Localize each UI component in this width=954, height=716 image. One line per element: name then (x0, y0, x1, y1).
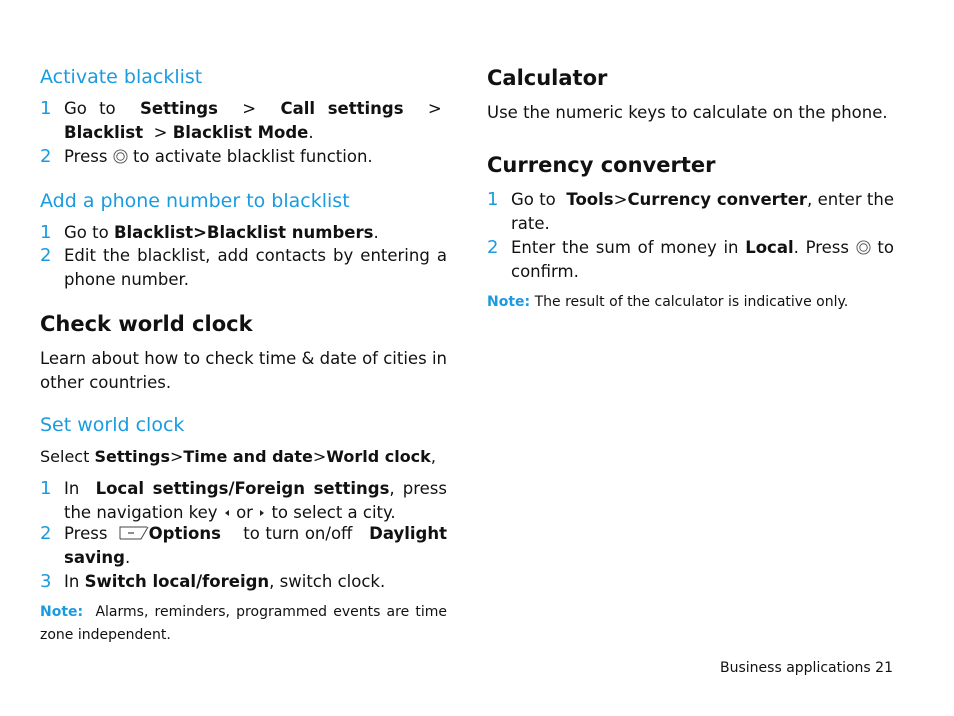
world-clock-note (40, 601, 447, 647)
set-world-clock-select: Select Settings>Time and date>World clock, (40, 447, 436, 466)
step-number: 2 (40, 523, 52, 544)
activate-blacklist-heading: Activate blacklist (40, 66, 203, 88)
step-text: Press to activate blacklist function. (64, 147, 373, 166)
step-number: 2 (487, 237, 499, 258)
set-step-3 (40, 570, 447, 594)
currency-converter-heading: Currency converter (487, 153, 716, 177)
set-step-1 (40, 477, 447, 525)
note-label: Note: (487, 294, 531, 310)
step-text: Edit the blacklist, add contacts by entering a phone number. (64, 246, 447, 289)
note-label: Note: (40, 604, 84, 620)
calculator-heading: Calculator (487, 66, 608, 90)
step-number: 1 (40, 98, 52, 119)
step-text: Press Options to turn on/off Daylight saving. (64, 524, 448, 567)
currency-step-2 (487, 236, 894, 284)
add-number-heading: Add a phone number to blacklist (40, 190, 350, 212)
currency-note (487, 291, 894, 314)
ok-key-icon (856, 240, 871, 255)
nav-right-icon (258, 508, 266, 518)
step-text: Go to Tools>Currency converter, enter the rate. (511, 190, 894, 233)
step-number: 1 (487, 189, 499, 210)
step-text: Enter the sum of money in Local. Press to confirm. (511, 238, 894, 281)
step-number: 2 (40, 146, 52, 167)
ok-key-icon (113, 149, 128, 164)
page-footer: Business applications 21 (720, 660, 893, 676)
step-text: In Switch local/foreign, switch clock. (64, 572, 386, 591)
step-number: 1 (40, 222, 52, 243)
add-step-1 (40, 221, 447, 245)
step-number: 3 (40, 571, 52, 592)
currency-step-1 (487, 188, 894, 236)
add-step-2 (40, 244, 447, 292)
step-number: 2 (40, 245, 52, 266)
world-clock-heading: Check world clock (40, 312, 253, 336)
calculator-text: Use the numeric keys to calculate on the phone. (487, 103, 888, 122)
world-clock-intro: Learn about how to check time & date of cities in other countries. (40, 349, 447, 392)
left-softkey-icon (119, 526, 149, 540)
step-text: In Local settings/Foreign settings, press the navigation key or to select a city. (64, 479, 447, 522)
step-text: Go to Settings > Call settings > Blacklist > Blacklist Mode. (64, 99, 442, 142)
step-text: Go to Blacklist>Blacklist numbers. (64, 223, 379, 242)
activate-step-2 (40, 145, 447, 169)
note-text: Alarms, reminders, programmed events are time zone independent. (40, 604, 447, 643)
note-text: The result of the calculator is indicative only. (534, 294, 849, 310)
step-number: 1 (40, 478, 52, 499)
set-step-2 (40, 522, 447, 570)
activate-step-1 (40, 97, 447, 145)
set-world-clock-heading: Set world clock (40, 414, 185, 436)
nav-left-icon (223, 508, 231, 518)
